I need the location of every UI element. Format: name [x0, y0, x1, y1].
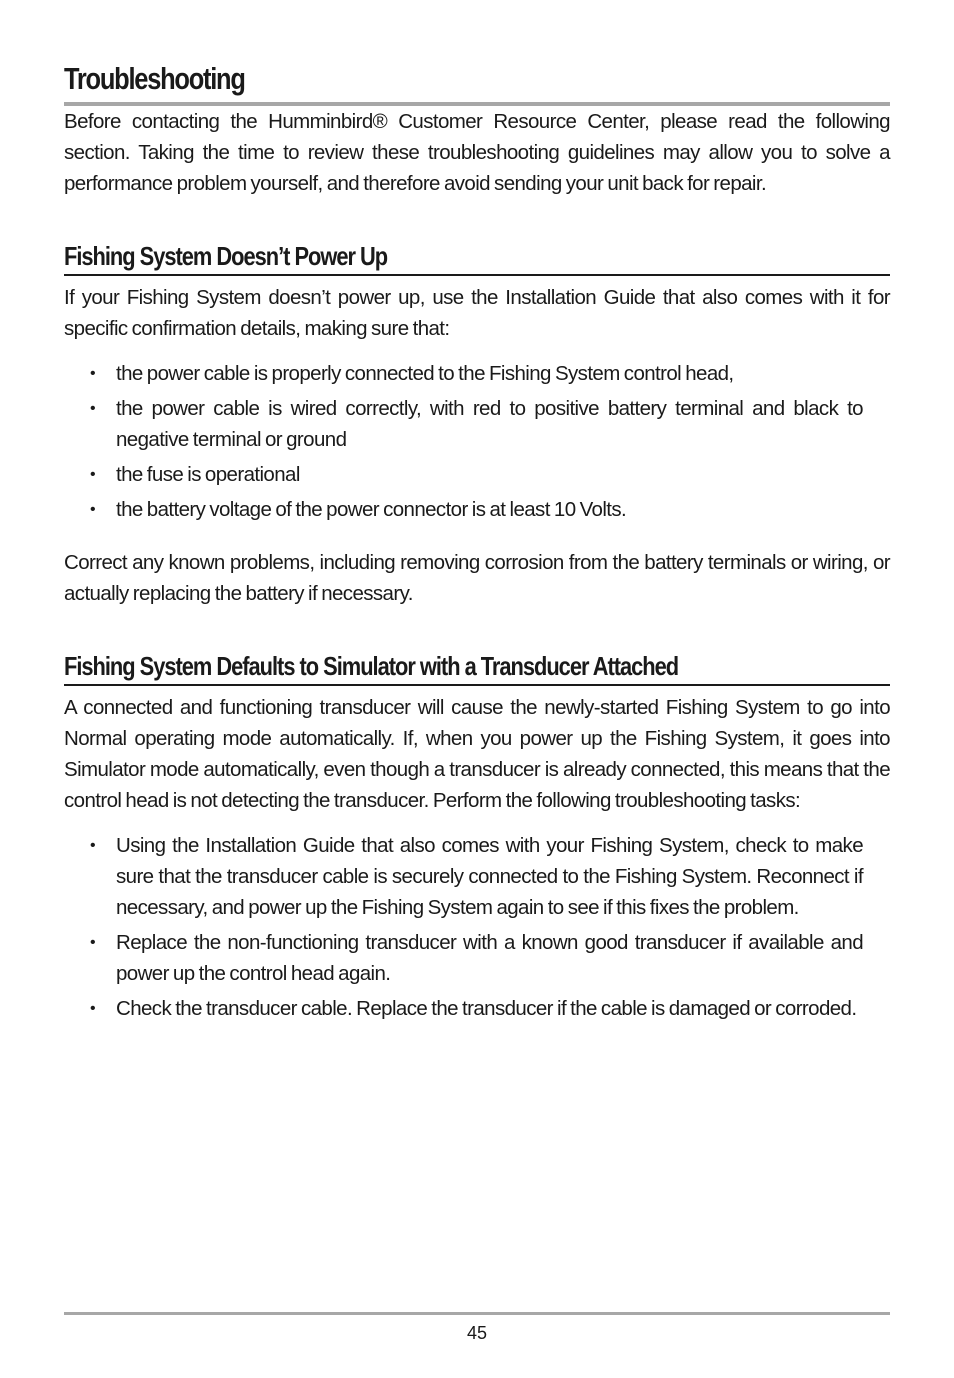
section1-heading: Fishing System Doesn’t Power Up [64, 241, 388, 271]
title-rule [64, 60, 890, 106]
intro-paragraph: Before contacting the Humminbird® Customer Resource Center, please read the following section. Taking the time to review these troubleshooting guidelines may allow you to solve a performance problem yourself, and therefore avoid sending your unit back for repair. [64, 110, 890, 195]
list-item: • Check the transducer cable. Replace the transducer if the cable is damaged or corroded. [90, 993, 863, 1024]
document-page [64, 60, 890, 1028]
section1-heading-rule [64, 239, 890, 276]
section2-lead: A connected and functioning transducer will cause the newly-started Fishing System to go into Normal operating mode automatically. If, when you power up the Fishing System, it goes into Simulator mode automatically, even though a transducer is already connected, this means that the control head is not detecting the transducer. Perform the following troubleshooting tasks: [64, 696, 890, 812]
bullet-icon: • [90, 501, 96, 518]
bullet-icon: • [90, 466, 96, 483]
section1-bullet-list [64, 358, 890, 525]
list-item: • the fuse is operational [90, 459, 863, 490]
list-item: • the power cable is wired correctly, with red to positive battery terminal and black to negative terminal or ground [90, 393, 863, 455]
list-item: • Using the Installation Guide that also comes with your Fishing System, check to make sure that the transducer cable is securely connected to the Fishing System. Reconnect if necessary, and power up the Fishing System again to see if this fixes the problem. [90, 830, 863, 923]
list-item: • Replace the non-functioning transducer with a known good transducer if available and power up the control head again. [90, 927, 863, 989]
list-item: • the battery voltage of the power connector is at least 10 Volts. [90, 494, 863, 525]
page-title: Troubleshooting [64, 61, 245, 96]
section2-heading-rule [64, 649, 890, 686]
bullet-icon: • [90, 1000, 96, 1017]
section2-bullet-list [64, 830, 890, 1024]
section2-heading: Fishing System Defaults to Simulator with a Transducer Attached [64, 651, 679, 681]
bullet-icon: • [90, 934, 96, 951]
section1-closing: Correct any known problems, including removing corrosion from the battery terminals or wiring, or actually replacing the battery if necessary. [64, 551, 890, 605]
section1-lead: If your Fishing System doesn’t power up, use the Installation Guide that also comes with it for specific confirmation details, making sure that: [64, 286, 890, 340]
bullet-icon: • [90, 365, 96, 382]
bullet-icon: • [90, 400, 96, 417]
page-number: 45 [466, 1323, 488, 1343]
bullet-icon: • [90, 837, 96, 854]
footer-rule [64, 1312, 890, 1344]
list-item: • the power cable is properly connected to the Fishing System control head, [90, 358, 863, 389]
